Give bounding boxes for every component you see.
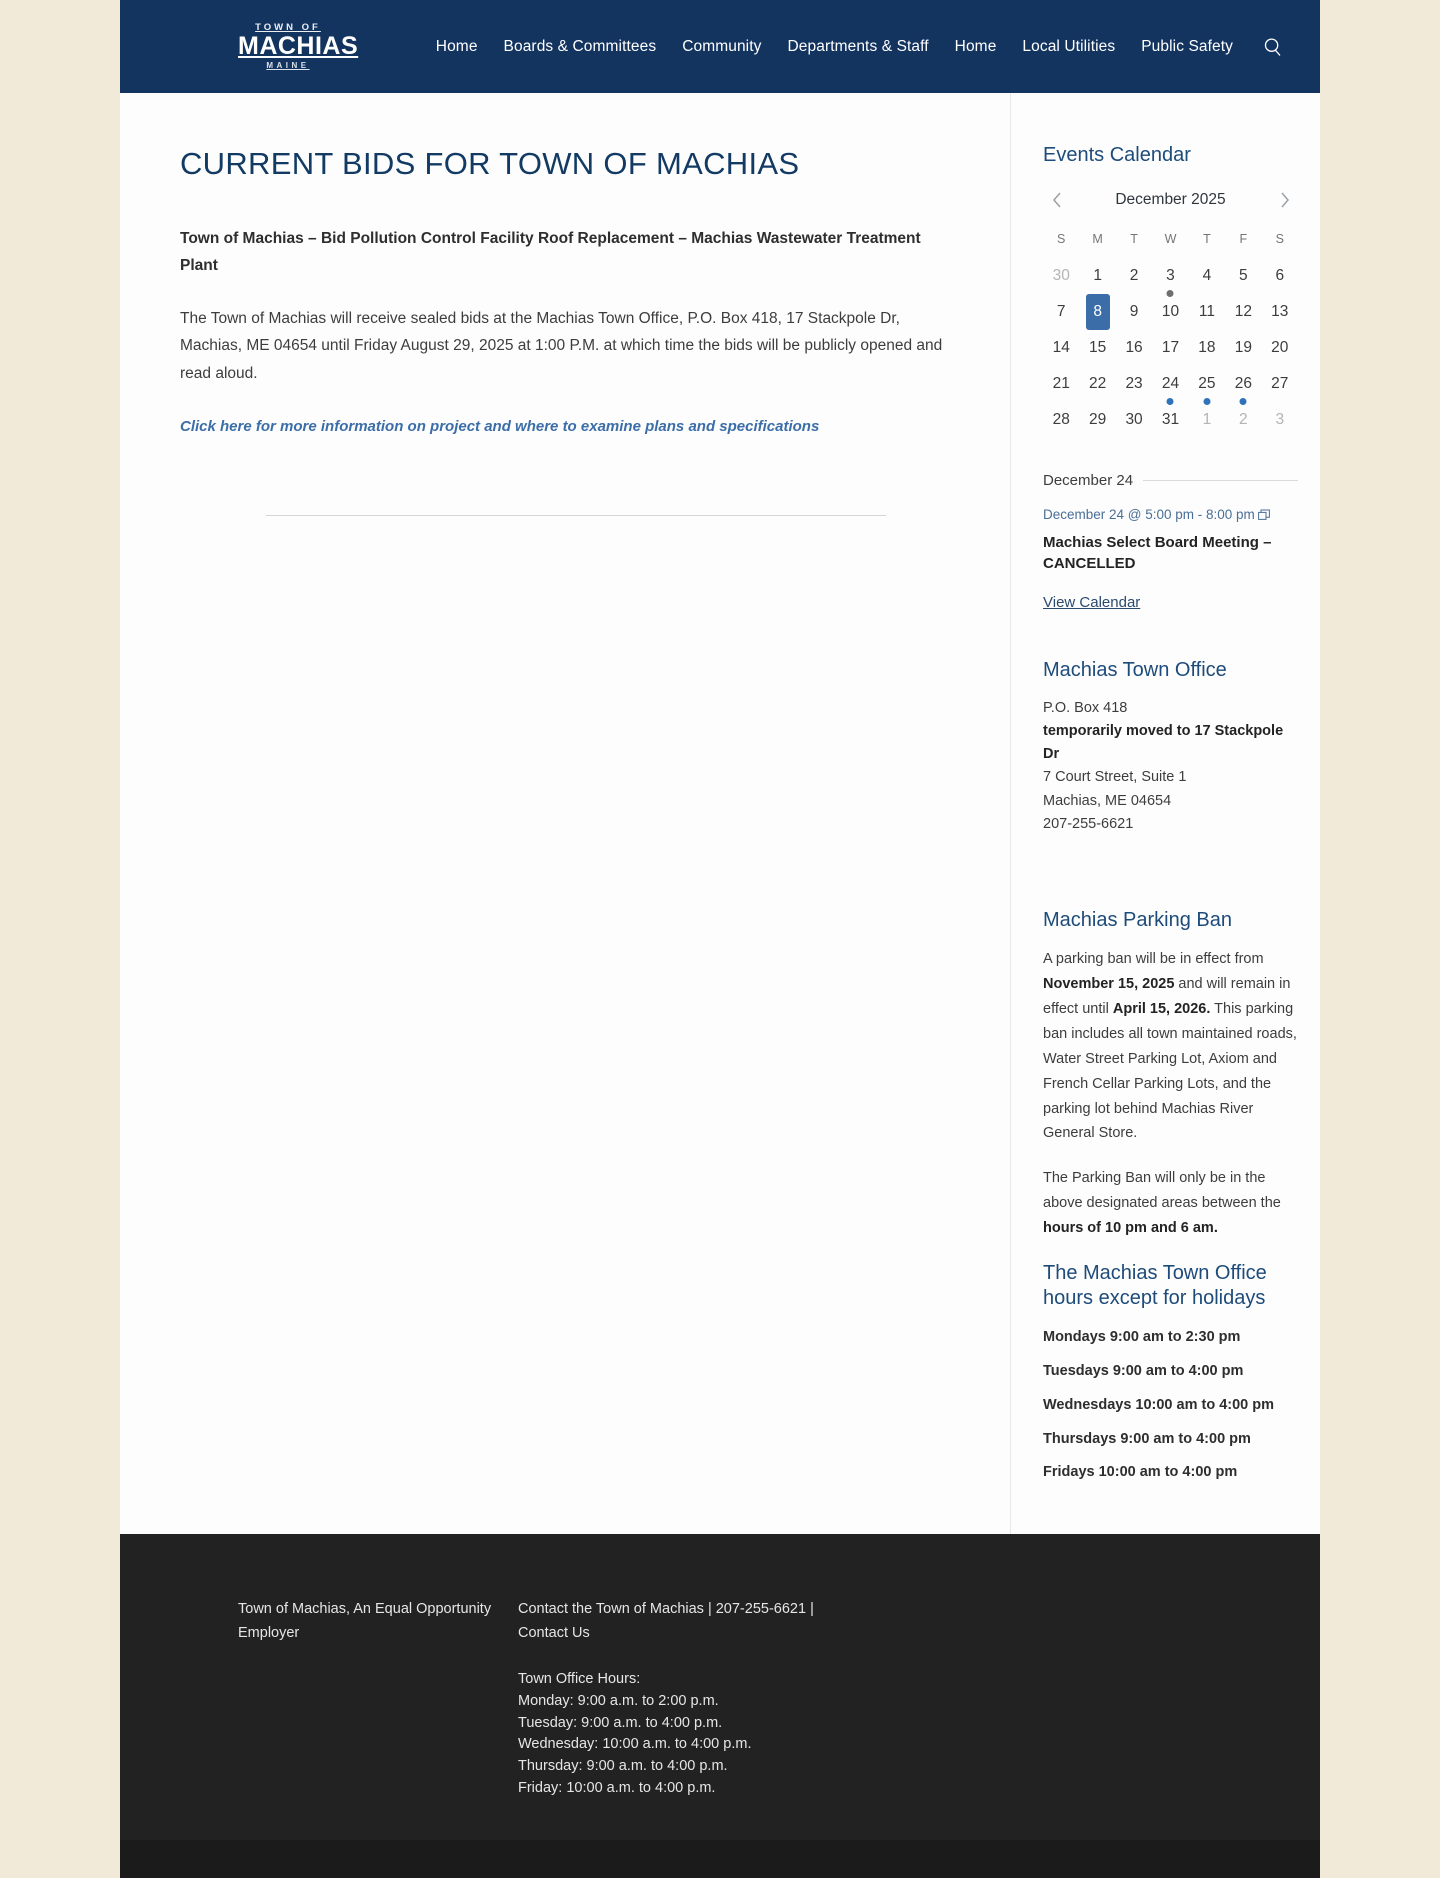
nav-item-boards-committees[interactable]: Boards & Committees bbox=[503, 37, 657, 55]
office-hours-line: Thursdays 9:00 am to 4:00 pm bbox=[1043, 1430, 1251, 1447]
sidebar bbox=[1010, 93, 1320, 1534]
town-office-po-box: P.O. Box 418 bbox=[1043, 699, 1128, 716]
footer-hours-line: Friday: 10:00 a.m. to 4:00 p.m. bbox=[518, 1779, 716, 1796]
calendar-day[interactable] bbox=[1043, 330, 1079, 366]
chevron-right-icon[interactable] bbox=[1274, 190, 1294, 210]
office-hours-line: Wednesdays 10:00 am to 4:00 pm bbox=[1043, 1396, 1275, 1413]
town-office-widget bbox=[1043, 658, 1298, 836]
parking-ban-paragraph-2 bbox=[1043, 1166, 1298, 1241]
calendar-day[interactable] bbox=[1225, 294, 1261, 330]
calendar-day-number: 18 bbox=[1198, 339, 1216, 356]
calendar-day-number: 14 bbox=[1052, 339, 1070, 356]
footer-hours-line: Thursday: 9:00 a.m. to 4:00 p.m. bbox=[518, 1758, 728, 1775]
parking-ban-heading: Machias Parking Ban bbox=[1043, 908, 1232, 931]
town-office-city-state-zip: Machias, ME 04654 bbox=[1043, 792, 1172, 809]
calendar-day[interactable] bbox=[1189, 366, 1225, 402]
calendar-day[interactable] bbox=[1189, 294, 1225, 330]
town-office-phone: 207-255-6621 bbox=[1043, 815, 1134, 832]
event-time bbox=[1043, 505, 1298, 527]
calendar-day[interactable] bbox=[1043, 402, 1079, 438]
calendar-day-number: 12 bbox=[1234, 303, 1252, 320]
calendar-weekday-1: M bbox=[1092, 232, 1103, 246]
town-office-heading: Machias Town Office bbox=[1043, 658, 1227, 681]
calendar-day-number: 3 bbox=[1166, 267, 1175, 284]
logo-top-text: TOWN OF bbox=[255, 21, 321, 33]
calendar-day-number: 30 bbox=[1125, 411, 1143, 428]
calendar-day-number: 21 bbox=[1052, 375, 1070, 392]
parking-ban-p1e: This parking ban includes all town maintained roads, Water Street Parking Lot, Axiom and French Cellar Parking Lots, and the parking lot behind Machias River General Store. bbox=[1043, 1000, 1297, 1142]
calendar-day-number: 15 bbox=[1089, 339, 1107, 356]
calendar-day[interactable] bbox=[1116, 294, 1152, 330]
event-date-group bbox=[1043, 472, 1298, 489]
logo-main-text: MACHIAS bbox=[238, 32, 359, 61]
calendar-day-number: 9 bbox=[1129, 303, 1139, 320]
more-information-link[interactable]: Click here for more information on project and where to examine plans and specifications bbox=[180, 417, 820, 435]
calendar-day-number: 31 bbox=[1161, 411, 1180, 428]
calendar-weekday-5: F bbox=[1239, 232, 1248, 246]
calendar-day-number: 6 bbox=[1275, 267, 1285, 284]
calendar-day[interactable] bbox=[1079, 258, 1115, 294]
calendar-day-number: 20 bbox=[1271, 339, 1289, 356]
calendar-day[interactable] bbox=[1152, 258, 1188, 294]
office-hours-line: Tuesdays 9:00 am to 4:00 pm bbox=[1043, 1362, 1244, 1379]
nav-item-public-safety[interactable]: Public Safety bbox=[1141, 37, 1233, 55]
calendar-day-number: 7 bbox=[1056, 303, 1066, 320]
events-calendar-heading: Events Calendar bbox=[1043, 144, 1191, 166]
view-calendar-link[interactable]: View Calendar bbox=[1043, 593, 1141, 611]
calendar-day[interactable] bbox=[1079, 294, 1115, 330]
calendar-day-number: 8 bbox=[1086, 294, 1110, 330]
site-logo[interactable] bbox=[238, 21, 359, 71]
calendar-day[interactable] bbox=[1116, 402, 1152, 438]
calendar-day[interactable] bbox=[1116, 258, 1152, 294]
calendar-day[interactable] bbox=[1262, 258, 1298, 294]
calendar-day-number: 27 bbox=[1271, 375, 1289, 392]
calendar-day-number: 1 bbox=[1202, 411, 1212, 428]
nav-item-local-utilities[interactable]: Local Utilities bbox=[1022, 37, 1116, 55]
calendar-day[interactable] bbox=[1189, 402, 1225, 438]
calendar-grid[interactable] bbox=[1043, 226, 1298, 438]
calendar-day[interactable] bbox=[1225, 330, 1261, 366]
calendar-day-number: 28 bbox=[1052, 411, 1070, 428]
nav-item-home-1[interactable]: Home bbox=[435, 37, 478, 55]
office-hours-list bbox=[1043, 1325, 1298, 1486]
calendar-day[interactable] bbox=[1152, 366, 1188, 402]
calendar-day[interactable] bbox=[1152, 294, 1188, 330]
calendar-weekday-0: S bbox=[1057, 232, 1066, 246]
calendar-day-number: 30 bbox=[1052, 267, 1070, 284]
page-container bbox=[120, 0, 1320, 1878]
calendar-day-number: 25 bbox=[1198, 375, 1216, 392]
calendar-day[interactable] bbox=[1116, 330, 1152, 366]
calendar-weekday-6: S bbox=[1275, 232, 1284, 246]
recurring-event-icon[interactable] bbox=[1258, 507, 1271, 527]
chevron-left-icon[interactable] bbox=[1047, 190, 1067, 210]
event-group-date: December 24 bbox=[1043, 472, 1134, 489]
event-title: Machias Select Board Meeting – CANCELLED bbox=[1043, 534, 1272, 572]
calendar-day-number: 19 bbox=[1234, 339, 1252, 356]
calendar-day-number: 23 bbox=[1125, 375, 1143, 392]
calendar-day-number: 11 bbox=[1198, 303, 1215, 320]
footer-equal-opportunity: Town of Machias, An Equal Opportunity Employer bbox=[238, 1601, 492, 1641]
calendar-day-number: 4 bbox=[1202, 267, 1212, 284]
logo-bottom-text: MAINE bbox=[266, 61, 310, 71]
parking-ban-p1c: and will remain in effect until bbox=[1043, 975, 1291, 1017]
town-office-moved-notice: temporarily moved to 17 Stackpole Dr bbox=[1043, 722, 1284, 763]
site-footer bbox=[120, 1534, 1320, 1839]
page-title: CURRENT BIDS FOR TOWN OF MACHIAS bbox=[180, 146, 800, 181]
calendar-day-number: 16 bbox=[1125, 339, 1143, 356]
calendar-day-number: 24 bbox=[1161, 375, 1180, 392]
calendar-day-number: 29 bbox=[1089, 411, 1107, 428]
calendar-day[interactable] bbox=[1262, 366, 1298, 402]
calendar-day[interactable] bbox=[1189, 330, 1225, 366]
calendar-day-number: 2 bbox=[1239, 411, 1248, 428]
parking-ban-paragraph-1 bbox=[1043, 947, 1298, 1147]
calendar-day[interactable] bbox=[1262, 402, 1298, 438]
town-office-street: 7 Court Street, Suite 1 bbox=[1043, 769, 1187, 786]
calendar-day-number: 26 bbox=[1234, 375, 1252, 392]
calendar-day-number: 2 bbox=[1129, 267, 1139, 284]
calendar-day[interactable] bbox=[1152, 402, 1188, 438]
calendar-day[interactable] bbox=[1043, 366, 1079, 402]
calendar-day-number: 17 bbox=[1161, 339, 1180, 356]
nav-item-community[interactable]: Community bbox=[682, 37, 762, 55]
calendar-day[interactable] bbox=[1225, 402, 1261, 438]
calendar-day[interactable] bbox=[1043, 294, 1079, 330]
calendar-day[interactable] bbox=[1152, 330, 1188, 366]
bid-description: The Town of Machias will receive sealed bids at the Machias Town Office, P.O. Box 418, 17 Stackpole Dr, Machias, ME 04654 until Friday August 29, 2025 at 1:00 P.M. at which time the bids will be publicly opened and read aloud. bbox=[180, 309, 943, 383]
office-hours-widget bbox=[1043, 1261, 1298, 1486]
parking-ban-hours: hours of 10 pm and 6 am. bbox=[1043, 1220, 1218, 1237]
footer-hours-line: Monday: 9:00 a.m. to 2:00 p.m. bbox=[518, 1692, 719, 1709]
bid-subtitle: Town of Machias – Bid Pollution Control Facility Roof Replacement – Machias Wastewater Treatment Plant bbox=[180, 230, 921, 274]
calendar-month-label: December 2025 bbox=[1115, 191, 1226, 208]
footer-hours-list bbox=[518, 1691, 818, 1800]
parking-ban-start-date: November 15, 2025 bbox=[1043, 975, 1175, 992]
calendar-day-number: 3 bbox=[1275, 411, 1285, 428]
office-hours-line: Fridays 10:00 am to 4:00 pm bbox=[1043, 1464, 1238, 1481]
events-calendar-widget bbox=[1043, 143, 1298, 612]
main-navigation bbox=[423, 36, 1320, 58]
calendar-weekday-2: T bbox=[1130, 232, 1138, 246]
footer-hours-line: Tuesday: 9:00 a.m. to 4:00 p.m. bbox=[518, 1714, 723, 1731]
calendar-day-number: 13 bbox=[1271, 303, 1289, 320]
site-header bbox=[120, 0, 1320, 93]
calendar-day[interactable] bbox=[1043, 258, 1079, 294]
footer-hours-line: Wednesday: 10:00 a.m. to 4:00 p.m. bbox=[518, 1736, 752, 1753]
calendar-day[interactable] bbox=[1225, 366, 1261, 402]
calendar-header bbox=[1043, 190, 1298, 210]
content-divider bbox=[266, 515, 886, 516]
calendar-day[interactable] bbox=[1262, 294, 1298, 330]
calendar-day-number: 22 bbox=[1089, 375, 1107, 392]
parking-ban-end-date: April 15, 2026. bbox=[1112, 1000, 1211, 1017]
parking-ban-p2a: The Parking Ban will only be in the above designated areas between the bbox=[1043, 1170, 1281, 1212]
main-content bbox=[120, 93, 1010, 1534]
office-hours-heading: The Machias Town Office hours except for holidays bbox=[1043, 1262, 1267, 1310]
office-hours-line: Mondays 9:00 am to 2:30 pm bbox=[1043, 1329, 1241, 1346]
calendar-weekday-3: W bbox=[1164, 232, 1177, 246]
footer-hours-heading: Town Office Hours: bbox=[518, 1671, 641, 1688]
calendar-day-number: 10 bbox=[1161, 303, 1180, 320]
calendar-day[interactable] bbox=[1116, 366, 1152, 402]
calendar-weekday-4: T bbox=[1203, 232, 1211, 246]
calendar-day[interactable] bbox=[1225, 258, 1261, 294]
nav-item-departments-staff[interactable]: Departments & Staff bbox=[787, 37, 929, 55]
calendar-day[interactable] bbox=[1079, 402, 1115, 438]
parking-ban-p1a: A parking ban will be in effect from bbox=[1043, 950, 1264, 967]
calendar-day[interactable] bbox=[1262, 330, 1298, 366]
content-wrapper bbox=[120, 93, 1320, 1534]
parking-ban-widget bbox=[1043, 908, 1298, 1241]
footer-contact-line[interactable]: Contact the Town of Machias | 207-255-6621 | Contact Us bbox=[518, 1601, 814, 1641]
calendar-day[interactable] bbox=[1189, 258, 1225, 294]
event-time-text: December 24 @ 5:00 pm - 8:00 pm bbox=[1043, 507, 1255, 522]
footer-bottom-bar bbox=[120, 1840, 1320, 1878]
calendar-day[interactable] bbox=[1079, 330, 1115, 366]
calendar-day[interactable] bbox=[1079, 366, 1115, 402]
event-date-rule bbox=[1143, 480, 1298, 481]
calendar-day-number: 1 bbox=[1093, 267, 1102, 284]
footer-column-left bbox=[238, 1598, 518, 1799]
calendar-day-number: 5 bbox=[1239, 267, 1248, 284]
nav-item-home-2[interactable]: Home bbox=[954, 37, 997, 55]
search-icon[interactable] bbox=[1262, 36, 1284, 58]
footer-column-contact bbox=[518, 1598, 818, 1799]
